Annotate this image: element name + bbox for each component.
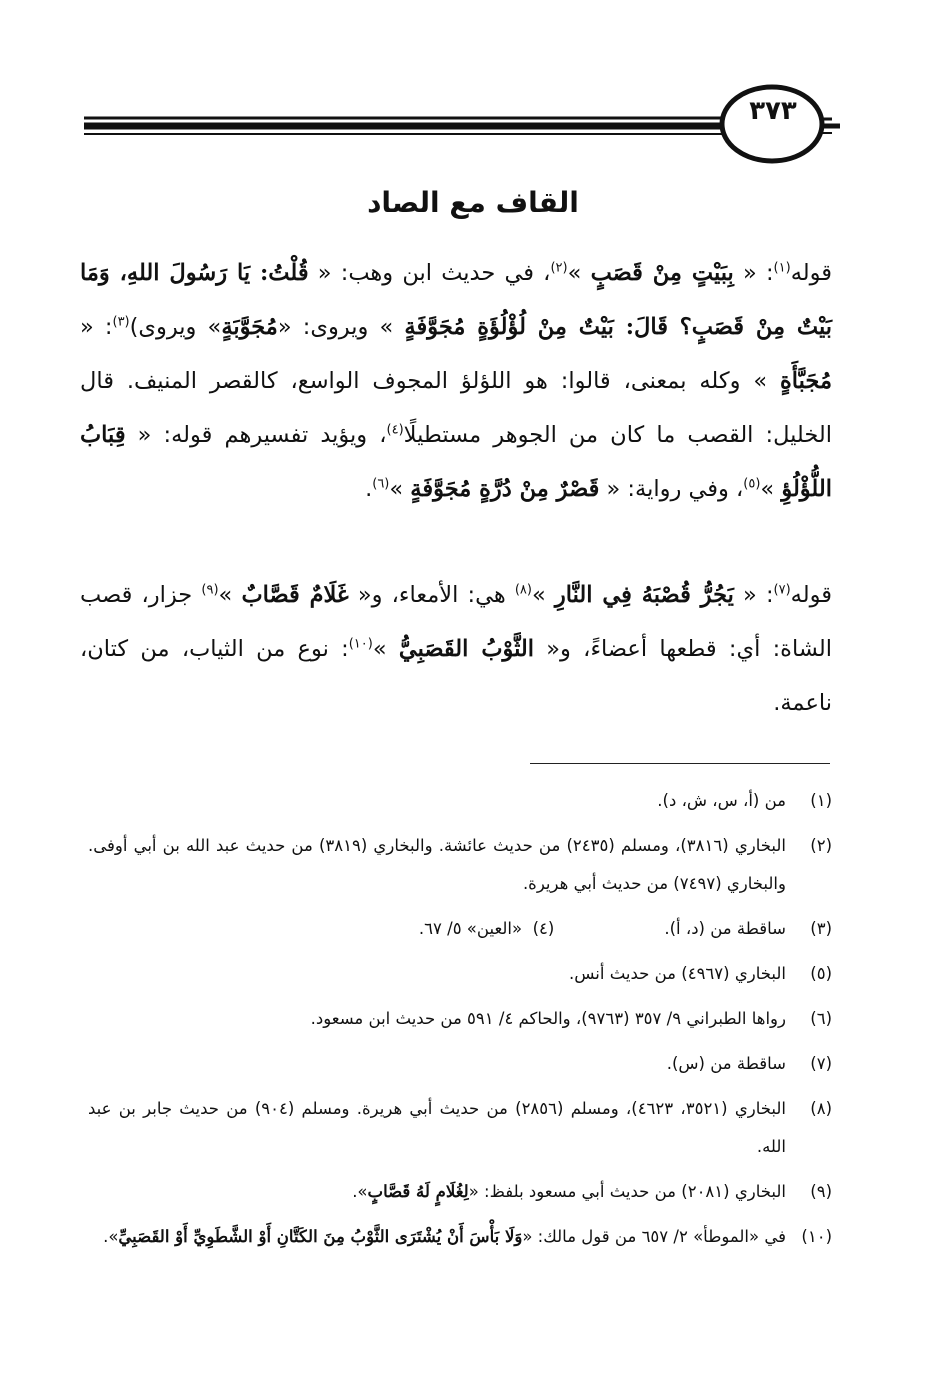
hadith-quote: الثَّوْبُ القَصَبِيُّ [398, 636, 535, 662]
footnote-item [88, 955, 832, 993]
footnote-ref: (٩) [201, 582, 219, 598]
footnote-item [88, 910, 832, 948]
footnote-item [88, 1090, 832, 1166]
footnote-number: (٦) [810, 1009, 832, 1028]
footnote-ref: (٤) [386, 422, 404, 438]
footnote-text: البخاري (٢٠٨١) من حديث أبي مسعود بلفظ: « [468, 1182, 786, 1201]
footnotes [88, 782, 832, 1263]
footnote-number: (٧) [810, 1054, 832, 1073]
footnote-number: (٢) [810, 836, 832, 855]
footnote-ref: (٥) [743, 476, 761, 492]
footnote-text: البخاري (٤٩٦٧) من حديث أنس. [569, 964, 786, 983]
footnote-number: (٥) [810, 964, 832, 983]
footnote-ref: (١٠) [348, 636, 373, 652]
footnote-number: (١٠) [801, 1227, 832, 1246]
footnote-item: (٩) البخاري (٢٠٨١) من حديث أبي مسعود بلفظ: «لِغُلَامٍ لَهُ قَصَّابٍ». [88, 1173, 832, 1211]
hadith-quote: غَلَامٌ قَصَّابٌ [241, 582, 349, 608]
footnote-text: ساقطة من (د، أ). [664, 919, 786, 938]
footnote-text: من (أ، س، ش، د). [657, 791, 786, 810]
hadith-quote: قِبَابُ اللُّؤْلُؤِ [80, 422, 832, 502]
hadith-quote: يَجُرُّ قُصْبَهُ فِي النَّارِ [554, 582, 734, 608]
footnote-item [88, 1045, 832, 1083]
hadith-quote: قَصْرٌ مِنْ دُرَّةٍ مُجَوَّفَةٍ [410, 476, 600, 502]
footnote-ref: (٧) [773, 582, 791, 598]
footnote-text: البخاري (٣٨١٦)، ومسلم (٢٤٣٥) من حديث عائشة. والبخاري (٣٨١٩) من حديث عبد الله بن أبي أوفى. والبخاري (٧٤٩٧) من حديث أبي هريرة. [88, 836, 786, 893]
footnote-quote: لِغُلَامٍ لَهُ قَصَّابٍ [367, 1182, 469, 1201]
footnote-number: (٨) [810, 1099, 832, 1118]
footnote-text: في «الموطأ» ٢/ ٦٥٧ من قول مالك: « [522, 1227, 786, 1246]
footnote-text: البخاري (٣٥٢١، ٤٦٢٣)، ومسلم (٢٨٥٦) من حديث أبي هريرة. ومسلم (٩٠٤) من حديث جابر بن عبد الله. [88, 1099, 787, 1156]
footnote-text: ساقطة من (س). [666, 1054, 786, 1073]
footnote-item [88, 782, 832, 820]
footnote-ref: (١) [773, 260, 791, 276]
footnote-item: (١٠) في «الموطأ» ٢/ ٦٥٧ من قول مالك: «وَلَا بَأْسَ أَنْ يُشْتَرَى الثَّوْبُ مِنَ الكَتَّانِ أَوْ الشَّطَوِيِّ أَوْ القَصَبِيِّ». [88, 1218, 832, 1256]
paragraph-2: قوله$^{(٧)}$: « يَجُرُّ قُصْبَهُ فِي النَّارِ »$^{(٨)}$ هي: الأمعاء، و« غَلَامٌ قَصَّابٌ »$^{(٩)}$ جزار، قصب الشاة: أي: قطعها أعضاءً، و« الثَّوْبُ القَصَبِيُّ »$^{(١٠)}$: نوع من الثياب، من كتان، ناعمة. [80, 582, 832, 716]
hadith-quote: مُجَوَّبَةٍ [221, 314, 278, 340]
section-title: القاف مع الصاد [367, 186, 579, 219]
footnote-number: (٩) [810, 1182, 832, 1201]
footnote-ref: (٣) [112, 314, 130, 330]
footnote-ref: (٢) [550, 260, 568, 276]
header-ornament [0, 0, 946, 180]
footnote-separator [530, 763, 830, 764]
footnote-ref: (٨) [514, 582, 532, 598]
hadith-quote: قُلْتُ: يَا رَسُولَ اللهِ، وَمَا بَيْتٌ مِنْ قَصَبٍ؟ قَالَ: بَيْتٌ مِنْ لُؤْلُؤَةٍ مُجَوَّفَةٍ [80, 260, 833, 340]
footnote-number: (٤) [532, 919, 555, 938]
page-header [0, 0, 946, 180]
footnote-ref: (٦) [372, 476, 390, 492]
footnote-quote: وَلَا بَأْسَ أَنْ يُشْتَرَى الثَّوْبُ مِنَ الكَتَّانِ أَوْ الشَّطَوِيِّ أَوْ القَصَبِيِّ [118, 1227, 523, 1246]
footnote-text: رواها الطبراني ٩/ ٣٥٧ (٩٧٦٣)، والحاكم ٤/ ٥٩١ من حديث ابن مسعود. [310, 1009, 786, 1028]
page-number: ٣٧٣ [749, 96, 797, 126]
footnote-number: (١) [810, 791, 832, 810]
footnote-item [88, 1000, 832, 1038]
footnote-number: (٣) [810, 919, 832, 938]
hadith-quote: بِبَيْتٍ مِنْ قَصَبٍ [590, 260, 734, 286]
paragraph-1: قوله$^{(١)}$: « بِبَيْتٍ مِنْ قَصَبٍ »$^{(٢)}$، في حديث ابن وهب: « قُلْتُ: يَا رَسُولَ اللهِ، وَمَا بَيْتٌ مِنْ قَصَبٍ؟ قَالَ: بَيْتٌ مِنْ لُؤْلُؤَةٍ مُجَوَّفَةٍ » ويروى: «مُجَوَّبَةٍ» ويروى)$^{(٣)}$: « مُجَبَّأَةٍ » وكله بمعنى، قالوا: هو اللؤلؤ المجوف الواسع، كالقصر المنيف. قال الخليل: القصب ما كان من الجوهر مستطيلًا$^{(٤)}$، ويؤيد تفسيرهم قوله: « قِبَابُ اللُّؤْلُؤِ »$^{(٥)}$، وفي رواية: « قَصْرٌ مِنْ دُرَّةٍ مُجَوَّفَةٍ »$^{(٦)}$. [80, 260, 833, 502]
footnote-text: «العين» ٥/ ٦٧. [418, 919, 523, 938]
footnote-item [88, 827, 832, 903]
hadith-quote: مُجَبَّأَةٍ [779, 368, 832, 394]
